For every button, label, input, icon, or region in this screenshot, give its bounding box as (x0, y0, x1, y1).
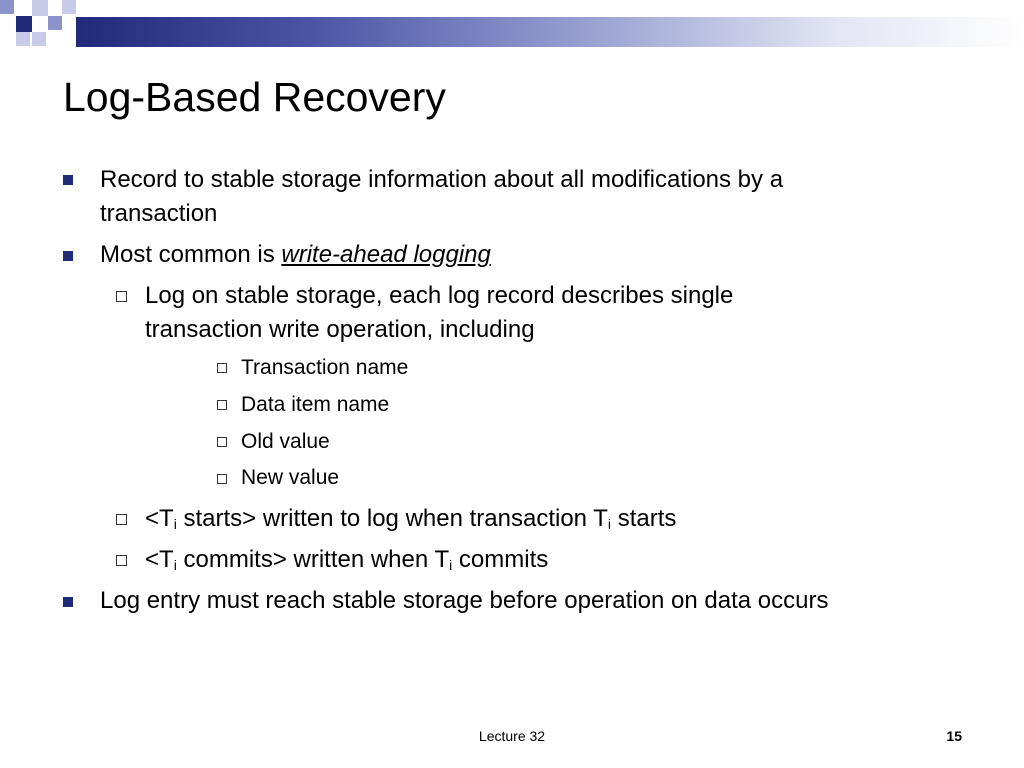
bullet-2 (100, 238, 491, 272)
item-data-item-name: Data item name (241, 393, 390, 416)
bullet-1-line-1: Record to stable storage information about all modifications by a (100, 166, 784, 193)
footer-lecture-label: Lecture 32 (478, 728, 546, 744)
bullet-marker (63, 251, 73, 261)
item-new-value: New value (241, 466, 340, 489)
subscript: i (607, 516, 612, 532)
sub-bullet-1-line-2: transaction write operation, including (145, 316, 535, 343)
decor-square (16, 16, 32, 32)
slide-title: Log-Based Recovery (63, 74, 446, 120)
sub-sub-bullet-marker (217, 474, 227, 484)
text-run: <T (145, 546, 174, 573)
text-run: commits> written when T (176, 546, 450, 573)
text-run: starts> written to log when transaction T (176, 505, 608, 532)
text-run: <T (145, 505, 174, 532)
bullet-marker (63, 597, 73, 607)
sub-sub-bullet-marker (217, 363, 227, 373)
item-transaction-name: Transaction name (241, 356, 409, 379)
page-number: 15 (946, 728, 962, 744)
decor-square (32, 32, 46, 46)
text-run: starts (611, 505, 677, 532)
sub-sub-bullet-marker (217, 437, 227, 447)
header-gradient-bar (76, 17, 1024, 47)
decor-square (0, 0, 14, 14)
decor-square (62, 0, 76, 14)
item-old-value: Old value (241, 430, 330, 453)
bullet-2-prefix: Most common is (100, 241, 282, 268)
sub-bullet-marker (116, 514, 127, 525)
subscript: i (173, 516, 177, 532)
bullet-marker (63, 175, 73, 185)
subscript: i (173, 557, 177, 573)
sub-bullet-marker (116, 291, 127, 302)
decor-square (16, 32, 30, 46)
sub-bullet-marker (116, 555, 127, 566)
sub-sub-bullet-marker (217, 400, 227, 410)
bullet-3: Log entry must reach stable storage before operation on data occurs (100, 587, 829, 614)
decor-square (48, 16, 62, 30)
decor-square (32, 0, 48, 16)
sub-bullet-3 (145, 543, 548, 577)
header-decoration (0, 0, 1024, 47)
bullet-1-line-2: transaction (100, 200, 218, 227)
subscript: i (449, 557, 453, 573)
text-run: commits (452, 546, 549, 573)
sub-bullet-1-line-1: Log on stable storage, each log record describes single (145, 282, 734, 309)
write-ahead-logging-term: write-ahead logging (281, 241, 491, 268)
sub-bullet-2 (145, 502, 676, 536)
